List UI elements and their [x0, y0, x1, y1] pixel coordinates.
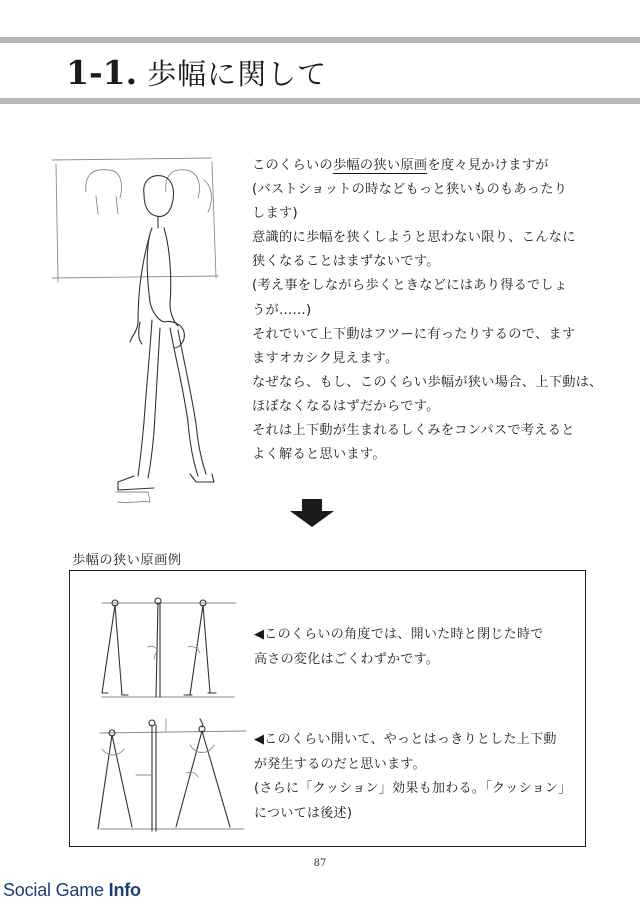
intro-line: うが……)	[252, 302, 312, 318]
watermark-part2: Info	[108, 880, 141, 900]
intro-line1-underlined: 歩幅の狭い原画	[332, 158, 428, 173]
intro-line: 狭くなることはまずないです。	[252, 254, 440, 270]
intro-text	[252, 154, 612, 467]
intro-line: なぜなら、もし、このくらい歩幅が狭い場合、上下動は、	[252, 374, 603, 390]
intro-line: します)	[252, 206, 298, 222]
intro-line: ほぼなくなるはずだからです。	[252, 398, 440, 414]
intro-line1-post: を度々見かけますが	[427, 158, 549, 173]
section-label: 歩幅の狭い原画例	[72, 553, 182, 568]
caption-line: 高さの変化はごくわずかです。	[254, 651, 440, 667]
caption-line: が発生するのだと思います。	[254, 756, 426, 772]
example-box	[69, 570, 586, 847]
watermark-part1: Social Game	[3, 880, 109, 900]
header-rule-top	[0, 37, 640, 43]
wide-stride-sketch	[96, 715, 266, 835]
narrow-caption	[254, 623, 574, 672]
intro-line: ますオカシク見えます。	[252, 350, 399, 366]
chapter-number: 1-1.	[66, 53, 138, 92]
intro-line: よく解ると思います。	[252, 447, 386, 463]
intro-line: それは上下動が生まれるしくみをコンパスで考えると	[252, 423, 575, 439]
wide-caption	[254, 728, 574, 826]
caption-line: (さらに「クッション」効果も加わる。「クッション」	[254, 781, 572, 797]
intro-line: (バストショットの時などもっと狭いものもあったり	[252, 182, 568, 198]
header-rule-bottom	[0, 98, 640, 104]
walking-figure-sketch	[46, 152, 224, 514]
intro-line: それでいて上下動はフツーに有ったりするので、ます	[252, 326, 576, 342]
caption-line: ◀このくらい開いて、やっとはっきりとした上下動	[254, 732, 557, 747]
narrow-stride-sketch	[96, 593, 266, 703]
watermark-logo	[3, 880, 141, 901]
down-arrow-icon	[290, 499, 334, 527]
caption-line: については後述)	[254, 805, 353, 821]
chapter-title: 歩幅に関して	[147, 57, 328, 91]
caption-line: ◀このくらいの角度では、開いた時と閉じた時で	[254, 627, 544, 642]
intro-line: (考え事をしながら歩くときなどにはあり得るでしょ	[252, 278, 568, 294]
intro-line: 意識的に歩幅を狭くしようと思わない限り、こんなに	[252, 230, 576, 246]
intro-line1-pre: このくらいの	[252, 158, 333, 173]
page-number: 87	[313, 858, 327, 869]
chapter-heading	[66, 52, 327, 96]
intro-line	[252, 154, 612, 178]
